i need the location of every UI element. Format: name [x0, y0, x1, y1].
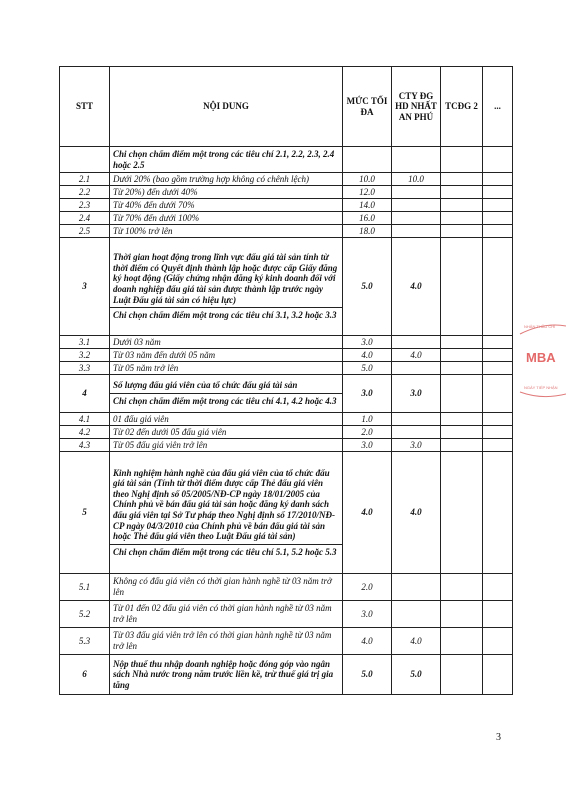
row-content: Từ 40% đến dưới 70% — [113, 199, 195, 210]
row-tcdg-score — [441, 452, 483, 574]
row-content-cell — [110, 336, 343, 349]
row-content-cell — [110, 655, 343, 695]
row-content-cell — [110, 349, 343, 362]
row-content: Kinh nghiệm hành nghề của đấu giá viên của tổ chức đấu giá tài sản (Tính từ thời điểm được cấp Thẻ đấu giá viên theo Nghị định số 05/2005/NĐ-CP ngày 18/01/2005 của Chính phủ về bán đấu giá tài sản hoặc đăng ký danh sách đấu giá viên tại Sở Tư pháp theo Nghị định số 17/2010/NĐ-CP ngày 04/3/2010 của Chính phủ về bán đấu giá tài sản hoặc Thẻ đấu giá viên theo Luật Đấu giá tài sản) — [113, 467, 335, 542]
row-more — [483, 601, 513, 628]
row-content-cell — [110, 413, 343, 426]
row-content-cell — [110, 426, 343, 439]
row-company-score — [392, 574, 441, 601]
table-row — [60, 655, 513, 695]
row-stt: 3 — [60, 238, 110, 336]
header-max-score: MỨC TỐI ĐA — [343, 67, 392, 147]
row-content-cell — [110, 199, 343, 212]
row-more — [483, 173, 513, 186]
row-stt: 3.1 — [60, 336, 110, 349]
row-company-score: 4.0 — [392, 349, 441, 362]
table-header-row — [60, 67, 513, 147]
row-content: Từ 01 đến 02 đấu giá viên có thời gian hành nghề từ 03 năm trở lên — [113, 603, 332, 624]
row-max-score: 3.0 — [343, 375, 392, 413]
row-content-cell — [110, 362, 343, 375]
row-more — [483, 655, 513, 695]
row-tcdg-score — [441, 147, 483, 173]
row-more — [483, 147, 513, 173]
row-content-cell — [110, 238, 343, 336]
row-content: Từ 03 đấu giá viên trở lên có thời gian hành nghề từ 03 năm trở lên — [113, 630, 332, 651]
row-content: Từ 02 đến dưới 05 đấu giá viên — [113, 426, 227, 437]
row-content-cell — [110, 212, 343, 225]
row-max-score: 14.0 — [343, 199, 392, 212]
row-more — [483, 238, 513, 336]
row-more — [483, 574, 513, 601]
row-max-score: 16.0 — [343, 212, 392, 225]
row-max-score: 2.0 — [343, 426, 392, 439]
row-more — [483, 375, 513, 413]
row-stt: 4.3 — [60, 439, 110, 452]
row-stt: 3.3 — [60, 362, 110, 375]
row-content: Từ 05 đấu giá viên trở lên — [113, 439, 208, 450]
row-more — [483, 362, 513, 375]
row-more — [483, 199, 513, 212]
table-row — [60, 212, 513, 225]
header-more: ... — [483, 67, 513, 147]
row-company-score: 10.0 — [392, 173, 441, 186]
row-stt — [60, 147, 110, 173]
row-company-score — [392, 212, 441, 225]
row-stt: 4 — [60, 375, 110, 413]
row-content: Dưới 03 năm — [113, 336, 161, 347]
row-stt: 5.3 — [60, 628, 110, 655]
row-content-cell — [110, 147, 343, 173]
row-tcdg-score — [441, 413, 483, 426]
row-content: Chi chọn chấm điểm một trong các tiêu chí 2.1, 2.2, 2.3, 2.4 hoặc 2.5 — [113, 148, 335, 170]
row-content: Nộp thuế thu nhập doanh nghiệp hoặc đóng góp vào ngân sách Nhà nước trong năm trước liền kề, trừ thuế giá trị gia tăng — [113, 658, 334, 690]
row-content-cell — [110, 173, 343, 186]
row-max-score: 4.0 — [343, 349, 392, 362]
row-max-score: 2.0 — [343, 574, 392, 601]
table-row — [60, 628, 513, 655]
row-content: Từ 03 năm đến dưới 05 năm — [113, 349, 216, 360]
row-subcontent: Chi chọn chấm điểm một trong các tiêu chí 3.1, 3.2 hoặc 3.3 — [110, 307, 342, 321]
row-content-cell — [110, 628, 343, 655]
stamp-bottom-text: NGÀY TIẾP NHẬN — [524, 385, 558, 390]
row-max-score: 12.0 — [343, 186, 392, 199]
table-row — [60, 375, 513, 413]
row-content-cell — [110, 439, 343, 452]
row-company-score — [392, 426, 441, 439]
row-tcdg-score — [441, 426, 483, 439]
table-row — [60, 362, 513, 375]
row-tcdg-score — [441, 439, 483, 452]
row-company-score — [392, 186, 441, 199]
row-content: Không có đấu giá viên có thời gian hành nghề từ 03 năm trở lên — [113, 576, 332, 597]
mba-stamp — [514, 312, 566, 412]
row-max-score: 5.0 — [343, 362, 392, 375]
row-tcdg-score — [441, 336, 483, 349]
row-max-score: 18.0 — [343, 225, 392, 238]
row-more — [483, 349, 513, 362]
row-company-score — [392, 225, 441, 238]
row-max-score: 10.0 — [343, 173, 392, 186]
row-company-score — [392, 336, 441, 349]
table-row — [60, 426, 513, 439]
stamp-top-text: NHẬN THẦU CHỈ — [524, 324, 556, 329]
row-company-score — [392, 413, 441, 426]
row-max-score: 3.0 — [343, 439, 392, 452]
row-content: Thời gian hoạt động trong lĩnh vực đấu giá tài sản tính từ thời điểm có Quyết định thành lập hoặc được cấp Giấy đăng ký hoạt động (Giấy chứng nhận đăng ký kinh doanh đối với doanh nghiệp đấu giá tài sản được thành lập trước ngày Luật Đấu giá tài sản có hiệu lực) — [113, 252, 338, 305]
row-max-score: 4.0 — [343, 452, 392, 574]
header-stt: STT — [60, 67, 110, 147]
row-company-score: 4.0 — [392, 238, 441, 336]
row-company-score: 4.0 — [392, 628, 441, 655]
row-tcdg-score — [441, 601, 483, 628]
row-stt: 2.2 — [60, 186, 110, 199]
page-number: 3 — [496, 732, 501, 743]
row-content-cell — [110, 574, 343, 601]
table-body — [60, 147, 513, 695]
row-max-score: 5.0 — [343, 655, 392, 695]
row-company-score: 5.0 — [392, 655, 441, 695]
row-more — [483, 426, 513, 439]
row-tcdg-score — [441, 628, 483, 655]
row-stt: 5.2 — [60, 601, 110, 628]
row-max-score — [343, 147, 392, 173]
row-max-score: 3.0 — [343, 601, 392, 628]
table-row — [60, 439, 513, 452]
row-content-cell — [110, 186, 343, 199]
row-stt: 2.1 — [60, 173, 110, 186]
row-content: 01 đấu giá viên — [113, 413, 169, 424]
table-row — [60, 452, 513, 574]
row-tcdg-score — [441, 375, 483, 413]
row-content: Từ 70% đến dưới 100% — [113, 212, 200, 223]
row-tcdg-score — [441, 362, 483, 375]
row-tcdg-score — [441, 238, 483, 336]
row-tcdg-score — [441, 655, 483, 695]
row-content: Từ 20%) đến dưới 40% — [113, 186, 198, 197]
row-company-score: 4.0 — [392, 452, 441, 574]
row-stt: 4.1 — [60, 413, 110, 426]
row-content-cell — [110, 601, 343, 628]
row-company-score — [392, 147, 441, 173]
row-stt: 4.2 — [60, 426, 110, 439]
row-tcdg-score — [441, 212, 483, 225]
row-company-score — [392, 601, 441, 628]
row-max-score: 3.0 — [343, 336, 392, 349]
row-stt: 5 — [60, 452, 110, 574]
table-row — [60, 186, 513, 199]
row-max-score: 4.0 — [343, 628, 392, 655]
row-content: Dưới 20% (bao gồm trường hợp không có chênh lệch) — [113, 173, 309, 184]
evaluation-table — [59, 66, 513, 695]
row-stt: 6 — [60, 655, 110, 695]
row-more — [483, 628, 513, 655]
row-tcdg-score — [441, 199, 483, 212]
table-row — [60, 413, 513, 426]
table-row — [60, 238, 513, 336]
row-tcdg-score — [441, 173, 483, 186]
row-more — [483, 452, 513, 574]
table-row — [60, 147, 513, 173]
table-row — [60, 349, 513, 362]
row-stt: 2.3 — [60, 199, 110, 212]
header-tcdg: TCĐG 2 — [441, 67, 483, 147]
row-tcdg-score — [441, 186, 483, 199]
row-tcdg-score — [441, 574, 483, 601]
row-stt: 2.4 — [60, 212, 110, 225]
table-row — [60, 199, 513, 212]
row-content-cell — [110, 452, 343, 574]
table-row — [60, 336, 513, 349]
table-row — [60, 225, 513, 238]
row-content: Số lượng đấu giá viên của tổ chức đấu giá tài sản — [113, 380, 298, 391]
row-company-score: 3.0 — [392, 375, 441, 413]
row-company-score — [392, 362, 441, 375]
row-company-score — [392, 199, 441, 212]
row-more — [483, 439, 513, 452]
table-row — [60, 601, 513, 628]
row-stt: 5.1 — [60, 574, 110, 601]
row-more — [483, 212, 513, 225]
row-stt: 3.2 — [60, 349, 110, 362]
row-content-cell — [110, 375, 343, 413]
row-more — [483, 186, 513, 199]
stamp-brand: MBA — [526, 350, 556, 365]
row-company-score: 3.0 — [392, 439, 441, 452]
row-content: Từ 05 năm trở lên — [113, 362, 179, 373]
table-row — [60, 173, 513, 186]
table-row — [60, 574, 513, 601]
row-stt: 2.5 — [60, 225, 110, 238]
row-subcontent: Chi chọn chấm điểm một trong các tiêu chí 4.1, 4.2 hoặc 4.3 — [110, 393, 342, 407]
row-more — [483, 413, 513, 426]
row-content-cell — [110, 225, 343, 238]
row-tcdg-score — [441, 225, 483, 238]
header-content: NỘI DUNG — [110, 67, 343, 147]
row-subcontent: Chi chọn chấm điểm một trong các tiêu chí 5.1, 5.2 hoặc 5.3 — [110, 544, 342, 558]
row-tcdg-score — [441, 349, 483, 362]
row-more — [483, 225, 513, 238]
row-max-score: 1.0 — [343, 413, 392, 426]
row-content: Từ 100% trở lên — [113, 225, 173, 236]
row-more — [483, 336, 513, 349]
row-max-score: 5.0 — [343, 238, 392, 336]
header-company: CTY ĐG HD NHẤT AN PHÚ — [392, 67, 441, 147]
